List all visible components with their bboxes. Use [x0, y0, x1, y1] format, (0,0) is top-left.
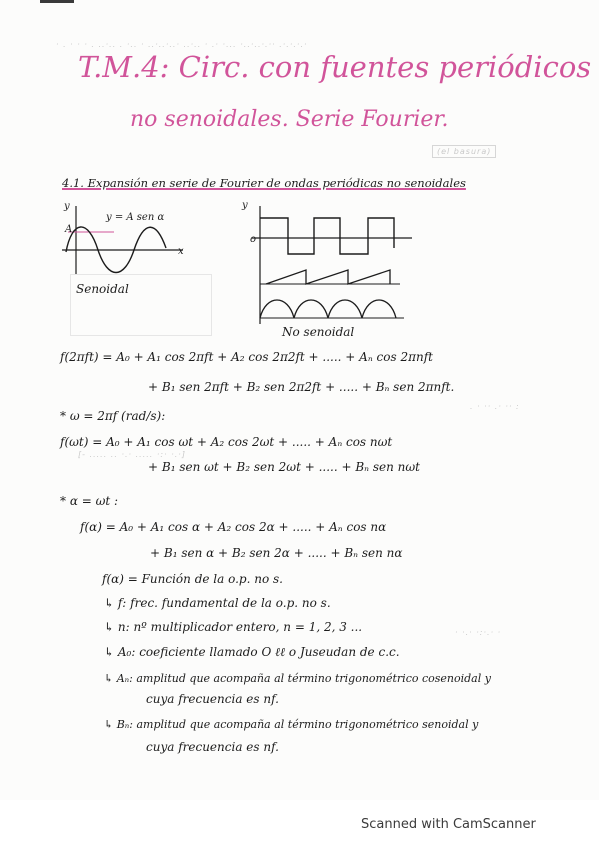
camscanner-watermark: Scanned with CamScanner	[361, 817, 536, 832]
page-title-line-2: no senoidales. Serie Fourier.	[130, 107, 449, 132]
definition-f-alpha: f(α) = Función de la o.p. no s.	[102, 572, 283, 586]
section-heading: 4.1. Expansión en serie de Fourier de ondas periódicas no senoidales	[62, 176, 466, 190]
non-sinusoidal-graph	[240, 200, 420, 332]
sinusoid-x-label: x	[178, 246, 184, 257]
bleed-top-right: (el basura)	[432, 145, 496, 158]
definition-bn-line-1: ↳ Bₙ: amplitud que acompaña al término trigonométrico senoidal y	[104, 718, 479, 731]
sinusoid-function-label: y = A sen α	[106, 212, 165, 223]
sinusoid-y-label: y	[64, 201, 70, 212]
non-sinusoidal-origin-label: o	[250, 234, 257, 245]
bleed-top-line: · . · · · . ..·.. . ·.. · ..·..·..· ..·.. · .· ·... ·..·..·.·· .·.·.·.·	[56, 40, 308, 49]
page-title-line-1: T.M.4: Circ. con fuentes periódicos	[78, 50, 592, 84]
equation-1-line-2: + B₁ sen 2πft + B₂ sen 2π2ft + ..... + Bₙ sen 2πnft.	[148, 380, 455, 394]
corner-mark	[40, 0, 74, 3]
bleed-mid-left: [- ..... .. ·.· ..... ·:· ·.·]	[78, 450, 186, 459]
omega-definition: * ω = 2πf (rad/s):	[60, 409, 166, 423]
definition-a0: ↳ A₀: coeficiente llamado O ℓℓ o Juseudan de c.c.	[104, 645, 400, 659]
equation-1-line-1: f(2πft) = A₀ + A₁ cos 2πft + A₂ cos 2π2ft + ..... + Aₙ cos 2πnft	[60, 350, 433, 364]
non-sinusoidal-caption: No senoidal	[282, 325, 355, 339]
equation-2-line-1: f(ωt) = A₀ + A₁ cos ωt + A₂ cos 2ωt + ..... + Aₙ cos nωt	[60, 435, 393, 449]
non-sinusoidal-y-label: y	[242, 200, 248, 211]
sinusoid-a-label: A	[65, 224, 73, 235]
definition-an-line-2: cuya frecuencia es nf.	[146, 692, 279, 706]
equation-2-line-2: + B₁ sen ωt + B₂ sen 2ωt + ..... + Bₙ sen nωt	[148, 460, 420, 474]
bleed-low-right: · ·.· ·:·.· ·	[455, 628, 502, 637]
definition-f: ↳ f: frec. fundamental de la o.p. no s.	[104, 596, 331, 610]
definition-an-line-1: ↳ Aₙ: amplitud que acompaña al término trigonométrico cosenoidal y	[104, 672, 491, 685]
equation-3-line-2: + B₁ sen α + B₂ sen 2α + ..... + Bₙ sen nα	[150, 546, 403, 560]
sinusoid-bleed-box	[70, 274, 212, 336]
definition-n: ↳ n: nº multiplicador entero, n = 1, 2, 3 ...	[104, 620, 363, 634]
alpha-definition: * α = ωt :	[60, 494, 119, 508]
sinusoid-caption: Senoidal	[76, 282, 129, 296]
equation-3-line-1: f(α) = A₀ + A₁ cos α + A₂ cos 2α + ..... + Aₙ cos nα	[80, 520, 387, 534]
bleed-mid-right: . · ·· .· ·· :	[470, 402, 520, 411]
definition-bn-line-2: cuya frecuencia es nf.	[146, 740, 279, 754]
